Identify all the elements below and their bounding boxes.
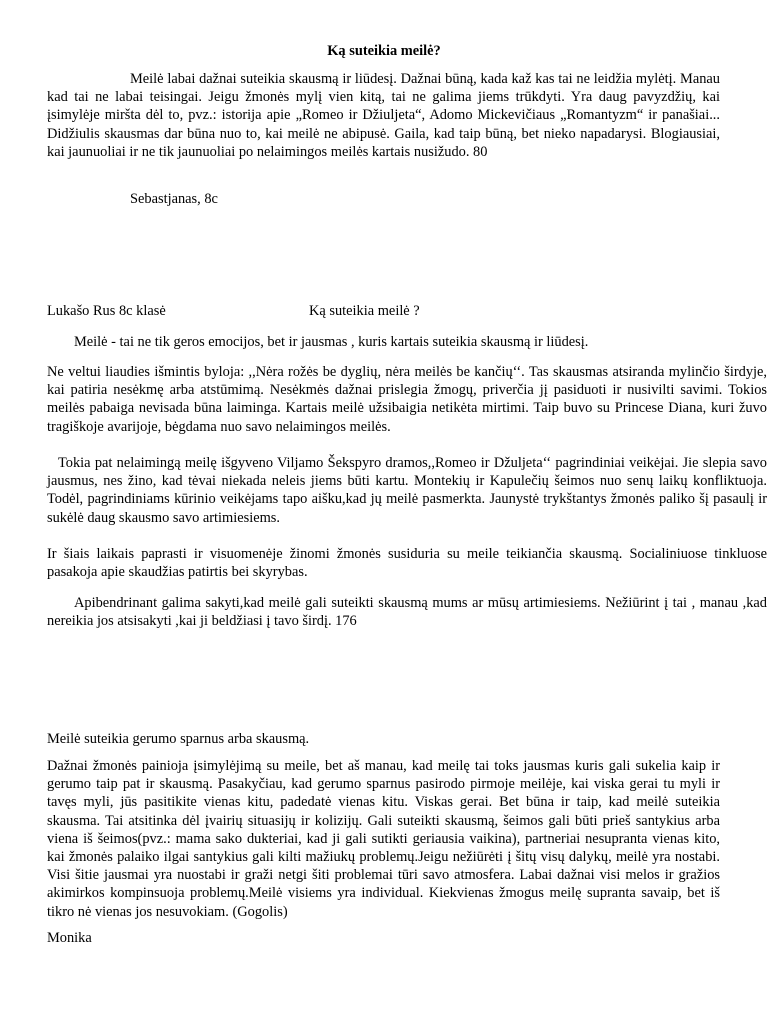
essay2-header	[47, 302, 727, 320]
essay2-paragraph-3: Tokia pat nelaimingą meilę išgyveno Viljamo Šekspyro dramos,,Romeo ir Džuljeta‘‘ pagrindiniai veikėjai. Jie slepia savo jausmus, nes žino, kad tėvai niekada neleis jiems būti kartu. Montekių ir Kapulečių šeimos nuo senų laikų konfliktuoja. Todėl, pagrindiniams kūrinio veikėjams tapo aišku,kad jų meilė pasmerkta. Jaunystė trykštantys žmonės paliko šį pasaulį ir sukėlė daug skausmo savo artimiesiems.	[47, 455, 767, 526]
essay3-signature: Monika	[47, 930, 92, 946]
essay2-author: Lukašo Rus 8c klasė	[47, 303, 166, 319]
essay2-paragraph-5: Apibendrinant galima sakyti,kad meilė gali suteikti skausmą mums ar mūsų artimiesiems. Nežiūrint į tai , manau ,kad nereikia jos atsisakyti ,kai ji beldžiasi į tavo širdį. 176	[47, 595, 767, 630]
essay1-signature: Sebastjanas, 8c	[130, 191, 218, 207]
essay3-paragraph: Dažnai žmonės painioja įsimylėjimą su meile, bet aš manau, kad meilę tai toks jausmas kuris gali sukelia kaip ir gerumo taip pat ir skausmą. Pasakyčiau, kad gerumo sparnus pasirodo pirmoje meilėje, kai viska gerai tu myli ir tavęs myli, jūs pasitikite vienas kitu, padedatė vienas kitu. Viskas gerai. Bet būna ir taip, kad meilė suteikia skausma. Tai atsitinka dėl įvairių situasijų ir kolizijų. Gali suteikti skausmą, šeimos gali būti prieš santykius arba viena iš šeimos(pvz.: mama sako dukteriai, kad ji gali sutikti geriausia vaikina), partneriai nesupranta vienas kito, kai žmonės palaiko ilgai santykius gali kilti mažiukų problemų.Jeigu nežiūrėti į šitų visų dalykų, meilė yra nostabi. Visi šitie jausmai yra nuostabi ir graži netgi šiti problemai tūri savo atmosfera. Labai dažnai visi melos ir gražios akimirkos kompinsuoja problemų.Meilė visiems yra individual. Kiekvienas žmogus meilę supranta savaip, bet iš tikro nė vienas jos nesuvokiam. (Gogolis)	[47, 758, 720, 920]
essay2-paragraph-4: Ir šiais laikais paprasti ir visuomenėje žinomi žmonės susiduria su meile teikiančia skausmą. Socialiniuose tinkluose pasakoja apie skaudžias patirtis bei skyrybas.	[47, 546, 767, 581]
essay1-paragraph: Meilė labai dažnai suteikia skausmą ir liūdesį. Dažnai būną, kada kaž kas tai ne leidžia mylėtį. Manau kad tai ne labai teisingai. Jeigu žmonės mylį vien kitą, tai ne galima jiems trūkdyti. Yra daug pavyzdžių, kai įsimylėje miršta dėl to, pvz.: istorija apie „Romeo ir Džiuljeta“, Adomo Mickevičiaus „Romantyzm“ ir panašiai... Didžiulis skausmas dar būna nuo to, kai meilė ne abipusė. Gaila, kad taip būną, bet nieko napadarysi. Blogiausiai, kai jaunuoliai ir ne tik jaunuoliai po nelaimingos meilės kartais nusižudo. 80	[47, 71, 720, 160]
essay3-title: Meilė suteikia gerumo sparnus arba skausmą.	[47, 731, 310, 747]
essay2-title: Ką suteikia meilė ?	[309, 303, 420, 319]
essay2-paragraph-1: Meilė - tai ne tik geros emocijos, bet ir jausmas , kuris kartais suteikia skausmą ir liūdesį.	[74, 334, 589, 350]
essay2-paragraph-2: Ne veltui liaudies išmintis byloja: ,,Nėra rožės be dyglių, nėra meilės be kančių‘‘. Tas skausmas atsiranda mylinčio širdyje, kai patiria nesėkmę arba atstūmimą. Nesėkmės dažnai prislegia žmogų, priverčia jį pasiduoti ir nusivilti savimi. Tokios meilės pabaiga nevisada būna laiminga. Kartais meilė užsibaigia netikėta mirtimi. Taip buvo su Princese Diana, kuri žuvo tragiškoje avarijoje, bėgdama nuo savo nelaimingos meilės.	[47, 364, 767, 435]
essay1-title: Ką suteikia meilė?	[327, 43, 441, 59]
